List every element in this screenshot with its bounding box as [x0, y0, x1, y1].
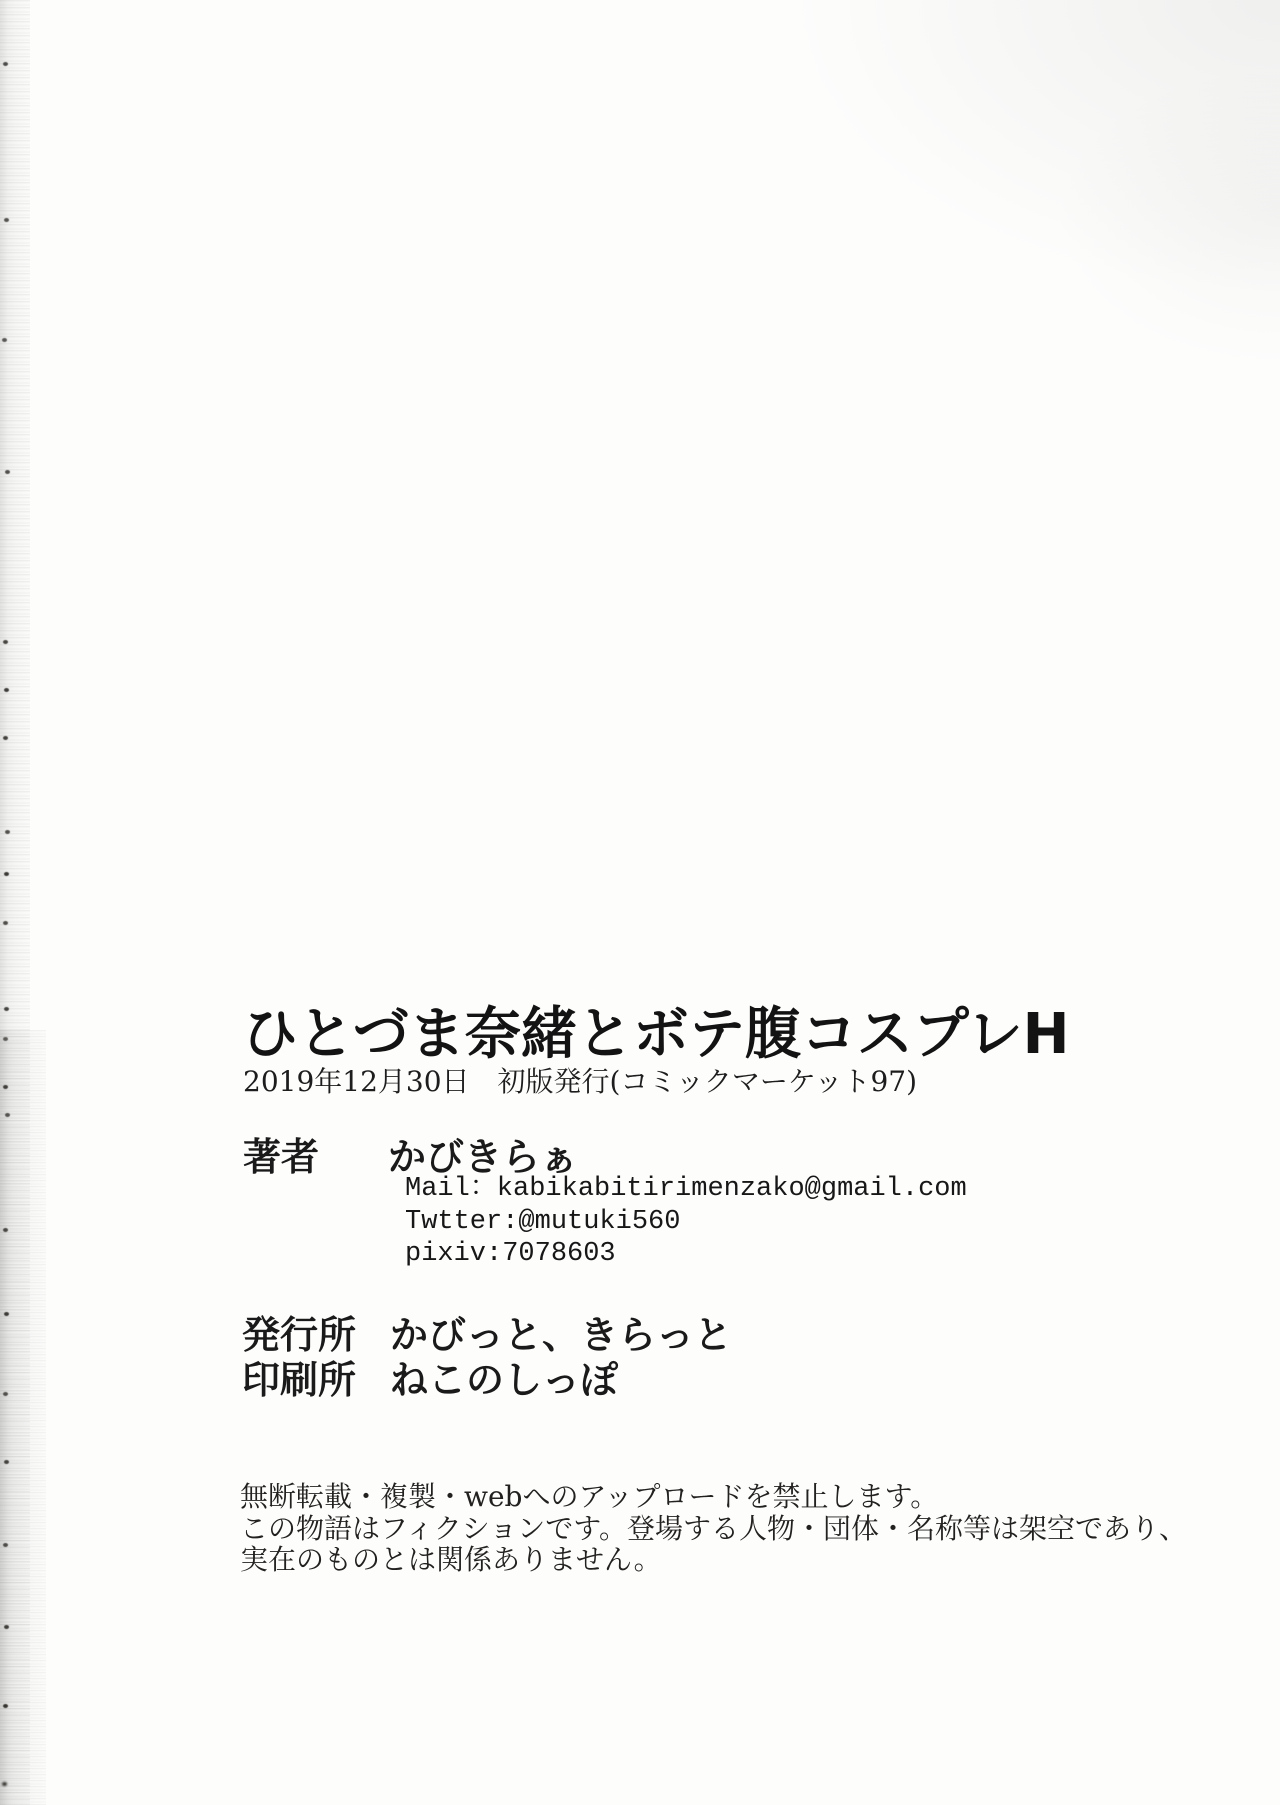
disclaimer-block	[240, 1481, 1187, 1576]
publisher-label: 発行所	[242, 1312, 357, 1357]
publisher-name: かびっと、きらっと	[390, 1312, 733, 1357]
disclaimer-line-2: この物語はフィクションです。登場する人物・団体・名称等は架空であり、	[240, 1511, 1187, 1545]
mail-line: Mail：kabikabitirimenzako@gmail.com	[405, 1174, 967, 1204]
book-title: ひとづま奈緒とボテ腹コスプレH	[242, 1002, 1070, 1067]
disclaimer-line-3: 実在のものとは関係ありません。	[240, 1543, 662, 1576]
disclaimer-line-1: 無断転載・複製・webへのアップロードを禁止します。	[240, 1480, 939, 1513]
printer-row	[242, 1349, 618, 1404]
contact-block	[405, 1173, 967, 1271]
author-label: 著者	[243, 1134, 320, 1179]
twitter-line: Twtter:@mutuki560	[405, 1206, 681, 1237]
printer-label: 印刷所	[242, 1357, 357, 1402]
author-name: かびきらぁ	[388, 1134, 579, 1179]
pixiv-line: pixiv:7078603	[405, 1239, 616, 1269]
edition-line: 2019年12月30日 初版発行(コミックマーケット97)	[243, 1065, 918, 1098]
printer-name: ねこのしっぽ	[390, 1357, 619, 1402]
